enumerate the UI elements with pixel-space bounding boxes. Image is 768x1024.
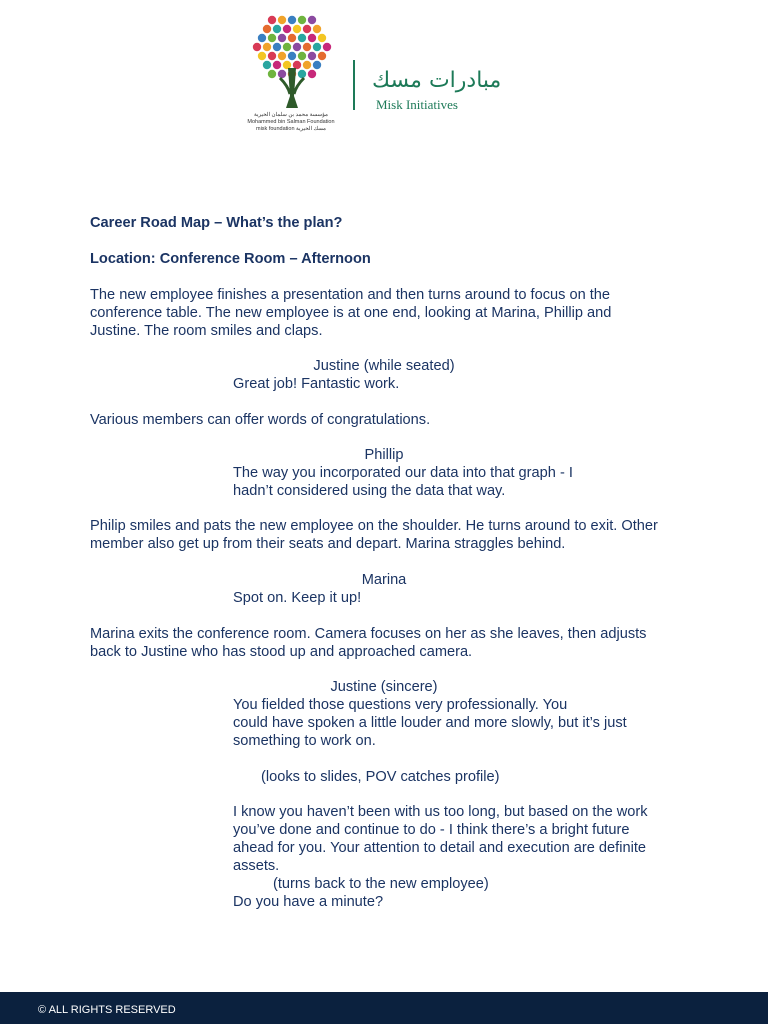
tree-leaf (303, 61, 311, 69)
dialogue-line: Do you have a minute? (233, 894, 384, 910)
tree-leaf (278, 16, 286, 24)
dialogue-line: Great job! Fantastic work. (233, 376, 400, 392)
tree-leaf (313, 25, 321, 33)
tree-leaf (303, 25, 311, 33)
tree-leaf (268, 70, 276, 78)
dialogue-line: You fielded those questions very professionally. You (233, 697, 568, 713)
action-line: The new employee finishes a presentation and then turns around to focus on the (90, 287, 611, 303)
document-title: Career Road Map – What’s the plan? (90, 215, 343, 231)
copyright-notice (38, 1004, 176, 1016)
tree-leaf (318, 52, 326, 60)
tree-leaf (268, 52, 276, 60)
tree-leaf (288, 34, 296, 42)
misk-initiatives-arabic: مبادرات مسك (372, 68, 502, 93)
tree-leaf (268, 16, 276, 24)
action-line: Marina exits the conference room. Camera focuses on her as she leaves, then adjusts (90, 626, 647, 642)
action-line: conference table. The new employee is at one end, looking at Marina, Phillip and (90, 305, 612, 321)
copyright-icon: © (38, 1004, 47, 1016)
action-line: Justine. The room smiles and claps. (90, 323, 323, 339)
speaker-name: Phillip (364, 447, 404, 463)
speaker-name: Marina (361, 572, 407, 588)
speaker-name: Justine (sincere) (330, 679, 438, 695)
dialogue-line: hadn’t considered using the data that way. (233, 483, 506, 499)
dialogue-line: you’ve done and continue to do - I think there’s a bright future (233, 822, 630, 838)
tree-leaf (273, 43, 281, 51)
tree-leaf (308, 16, 316, 24)
dialogue-line: assets. (233, 858, 280, 874)
tree-leaf (293, 43, 301, 51)
tree-leaf (268, 34, 276, 42)
action-line: Philip smiles and pats the new employee on the shoulder. He turns around to exit. Other (90, 518, 658, 534)
tree-leaf (318, 34, 326, 42)
tree-leaf (288, 16, 296, 24)
tree-leaf (288, 52, 296, 60)
tree-leaf (278, 52, 286, 60)
tree-leaf (308, 52, 316, 60)
tree-leaf (293, 25, 301, 33)
dialogue-line: I know you haven’t been with us too long, but based on the work (233, 804, 648, 820)
tree-leaf (263, 25, 271, 33)
scene-location: Location: Conference Room – Afternoon (90, 251, 371, 267)
foundation-name-en: Mohammed bin Salman Foundation (247, 119, 335, 125)
tree-leaf (258, 34, 266, 42)
tree-leaf (278, 70, 286, 78)
tree-leaf (283, 61, 291, 69)
logo-divider (353, 60, 355, 110)
foundation-name (236, 112, 346, 133)
tree-leaf (298, 34, 306, 42)
tree-leaf (263, 43, 271, 51)
action-line: Various members can offer words of congratulations. (90, 412, 431, 428)
tree-leaf (273, 25, 281, 33)
tree-leaf (303, 43, 311, 51)
tree-leaf (258, 52, 266, 60)
tree-leaf (283, 43, 291, 51)
tree-leaf (253, 43, 261, 51)
speaker-name: Justine (while seated) (313, 358, 455, 374)
dialogue-line: The way you incorporated our data into that graph - I (233, 465, 573, 481)
tree-leaf (298, 52, 306, 60)
foundation-name-ar: مؤسسة محمد بن سلمان الخيرية (254, 112, 328, 118)
tree-leaf (263, 61, 271, 69)
parenthetical: (turns back to the new employee) (273, 876, 489, 892)
tree-leaf (283, 25, 291, 33)
tree-leaf (308, 70, 316, 78)
tree-leaf (298, 70, 306, 78)
tree-leaf (313, 43, 321, 51)
misk-initiatives-english: Misk Initiatives (376, 97, 458, 112)
dialogue-line: something to work on. (233, 733, 376, 749)
tree-leaf (278, 34, 286, 42)
copyright-text: ALL RIGHTS RESERVED (48, 1004, 176, 1016)
tree-leaf (313, 61, 321, 69)
foundation-name-sub: misk foundation مسك الخيرية (255, 126, 326, 132)
page-header (0, 0, 768, 150)
tree-leaf (293, 61, 301, 69)
page-footer (0, 992, 768, 1024)
action-line: member also get up from their seats and depart. Marina straggles behind. (90, 536, 566, 552)
tree-leaf (323, 43, 331, 51)
dialogue-line: Spot on. Keep it up! (233, 590, 362, 606)
tree-leaf (298, 16, 306, 24)
tree-leaf (273, 61, 281, 69)
parenthetical: (looks to slides, POV catches profile) (261, 769, 500, 785)
dialogue-line: could have spoken a little louder and more slowly, but it’s just (233, 715, 627, 731)
tree-leaf (308, 34, 316, 42)
action-line: back to Justine who has stood up and approached camera. (90, 644, 473, 660)
dialogue-line: ahead for you. Your attention to detail and execution are definite (233, 840, 646, 856)
